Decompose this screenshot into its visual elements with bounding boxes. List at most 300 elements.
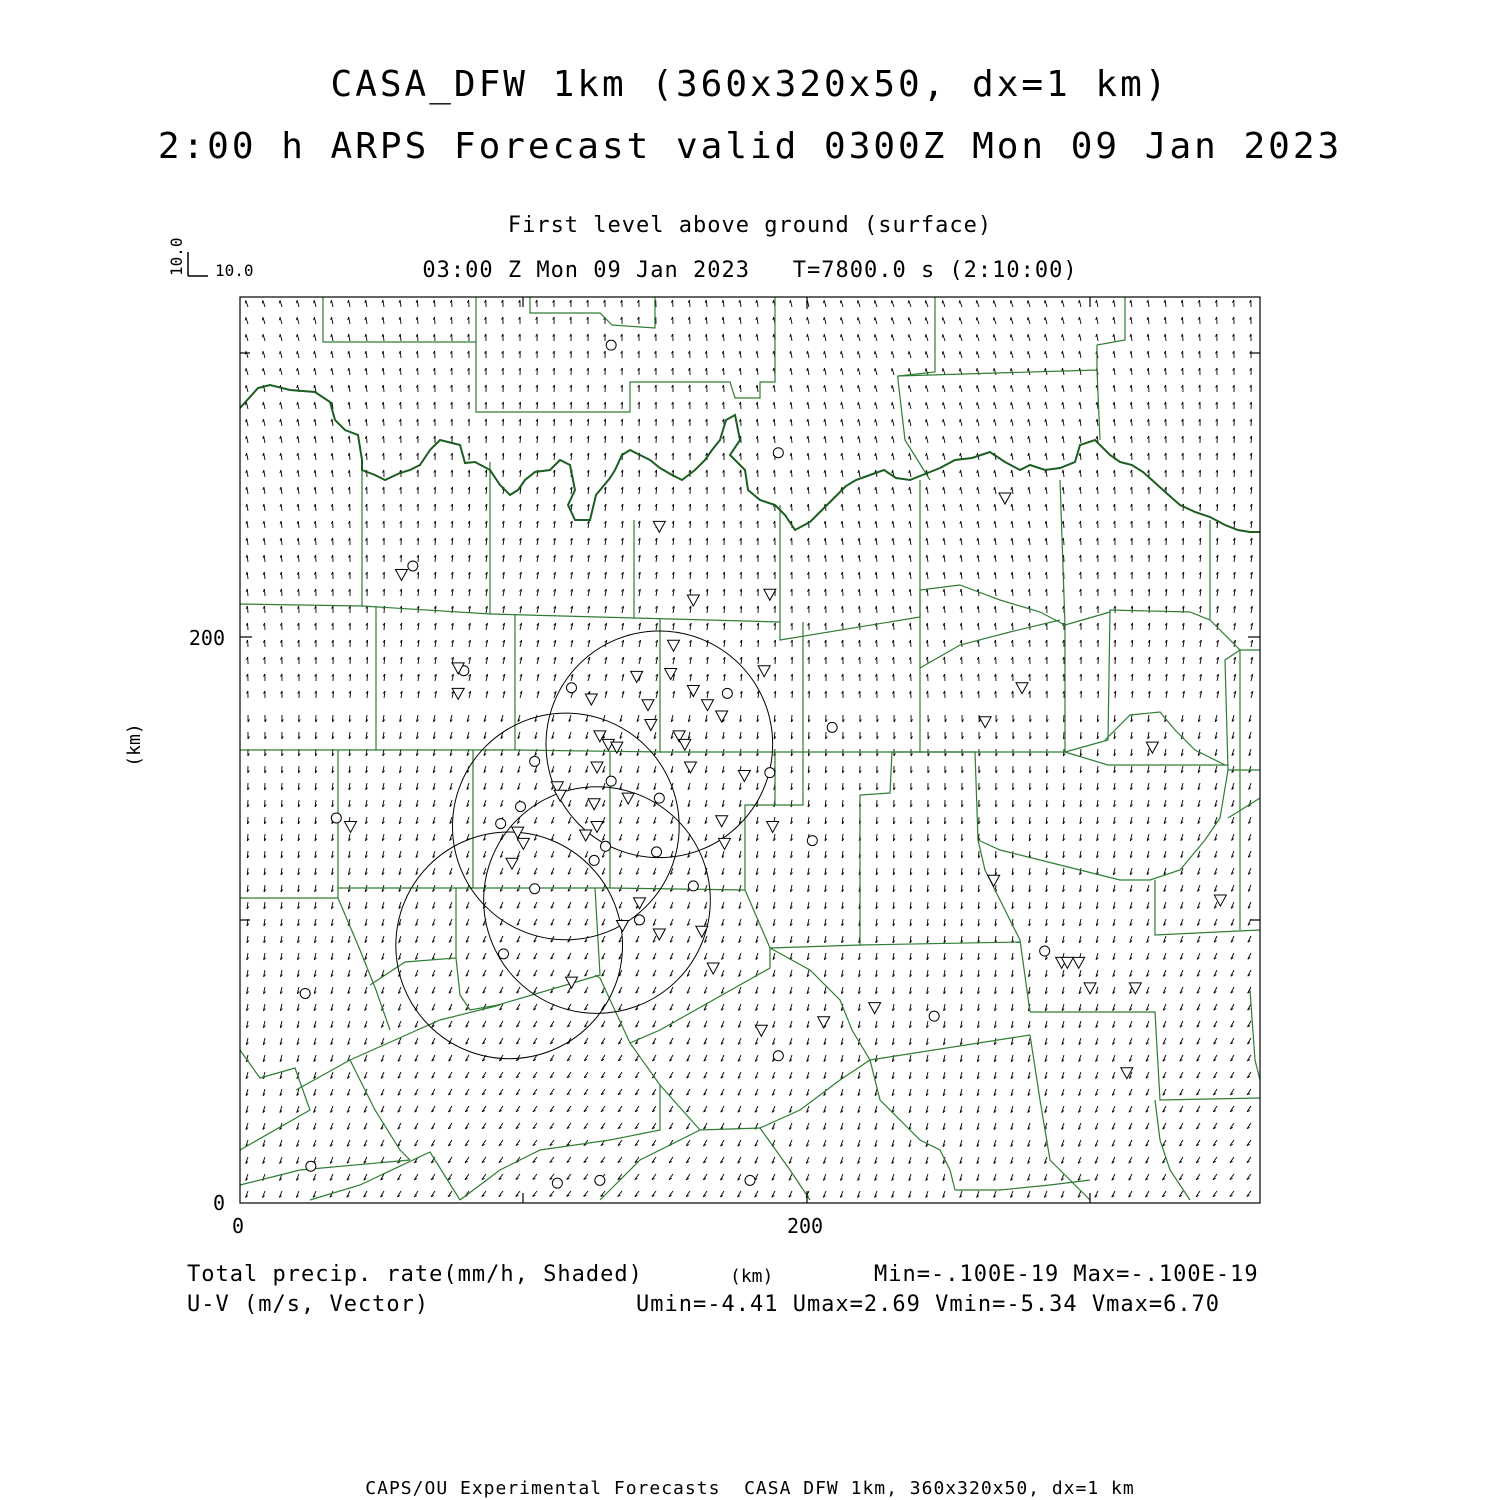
wind-vector [978,470,979,477]
wind-vector [706,300,707,307]
wind-vector [893,623,894,630]
wind-vector [247,436,248,443]
wind-vector-head [314,419,315,422]
wind-vector [383,402,384,409]
wind-vector [961,589,962,596]
wind-vector-head [994,436,995,439]
wind-vector-head [925,317,926,320]
wind-vector-head [976,368,977,371]
wind-vector [1028,351,1030,358]
wind-vector-field [245,300,1253,1198]
wind-vector-head [1079,419,1080,422]
wind-vector [297,334,299,341]
wind-vector-head [280,504,281,507]
wind-vector-head [279,334,280,337]
wind-vector [995,623,996,630]
wind-vector [859,572,860,579]
wind-vector-head [892,538,893,541]
wind-vector [264,419,265,426]
wind-vector [944,589,945,596]
wind-vector [315,419,316,426]
wind-vector-head [875,402,876,405]
wind-vector [434,317,435,324]
wind-vector-head [942,317,943,320]
wind-vector [331,317,333,324]
wind-vector-head [331,419,332,422]
wind-vector [1029,538,1030,545]
wind-vector [400,351,401,358]
wind-vector [926,436,928,443]
wind-vector-head [892,453,893,456]
wind-vector-head [840,300,841,303]
wind-vector-head [959,368,960,371]
wind-vector [943,436,945,443]
wind-vector [961,623,962,630]
wind-vector [281,470,282,477]
wind-vector-head [874,368,875,371]
wind-vector-head [977,572,978,575]
wind-vector [1029,470,1030,477]
wind-vector [315,385,316,392]
wind-vector [995,504,996,511]
wind-vector-head [1113,334,1114,337]
wind-vector-head [857,300,858,303]
wind-vector-head [790,385,791,388]
wind-vector-head [943,555,944,558]
wind-vector [842,419,843,426]
wind-vector-head [1096,300,1097,303]
wind-vector [349,351,350,358]
reference-vector-v-label: 10.0 [167,237,186,276]
wind-vector [808,504,809,511]
wind-vector [315,453,316,460]
wind-vector [909,300,911,307]
wind-vector [264,487,265,494]
wind-vector [893,589,894,596]
wind-vector [689,300,690,307]
wind-vector [1029,572,1030,579]
wind-vector [1029,521,1030,528]
wind-vector-head [279,317,280,320]
wind-vector [961,572,962,579]
wind-vector-head [994,402,995,405]
wind-vector [978,606,979,613]
wind-vector [1063,402,1064,409]
wind-vector-head [976,334,977,337]
wind-vector-head [297,402,298,405]
wind-vector-head [925,402,926,405]
wind-vector-head [807,351,808,354]
wind-vector-head [1079,385,1080,388]
wind-vector [314,317,316,324]
wind-vector [977,419,979,426]
wind-vector [281,521,282,528]
wind-vector [961,521,962,528]
wind-vector [297,351,299,358]
wind-vector [876,521,877,528]
wind-vector [943,385,945,392]
wind-vector-head [1045,368,1046,371]
wind-vector-head [1028,487,1029,490]
wind-vector-head [891,368,892,371]
wind-vector [1011,385,1013,392]
wind-vector-head [297,368,298,371]
wind-vector-head [824,487,825,490]
wind-vector [961,487,962,494]
wind-vector [246,351,248,358]
wind-vector [1045,317,1047,324]
wind-vector [859,504,860,511]
wind-vector-head [348,402,349,405]
wind-vector-head [245,300,246,303]
wind-vector-head [994,419,995,422]
wind-vector [1062,300,1064,307]
wind-vector [960,385,962,392]
wind-vector [859,521,860,528]
wind-vector [909,419,911,426]
wind-vector [298,538,299,545]
wind-vector [1080,419,1081,426]
wind-vector-head [960,538,961,541]
wind-vector [349,419,350,426]
wind-vector [944,538,945,545]
wind-vector [943,402,945,409]
wind-vector [1114,300,1115,307]
wind-vector-head [773,317,774,320]
wind-vector [264,555,265,562]
wind-vector [757,351,758,358]
wind-vector [1063,521,1064,528]
wind-vector-head [331,385,332,388]
wind-vector [892,368,894,375]
wind-vector-head [297,487,298,490]
wind-vector-head [942,334,943,337]
wind-vector [264,521,265,528]
wind-vector-head [807,436,808,439]
wind-vector [1012,538,1013,545]
wind-vector [977,385,979,392]
wind-vector [926,317,928,324]
wind-vector [349,300,350,307]
wind-vector-head [1045,504,1046,507]
valid-time-label: 03:00 Z Mon 09 Jan 2023 T=7800.0 s (2:10:00) [422,258,1078,283]
reference-vector-key [167,237,254,280]
wind-vector-head [246,538,247,541]
wind-vector [247,606,248,613]
wind-vector [417,317,418,324]
wind-vector [400,300,401,307]
wind-vector [841,334,843,341]
wind-vector-head [1010,368,1011,371]
wind-vector [876,453,877,460]
wind-vector-head [1130,300,1131,303]
wind-vector-head [1044,300,1045,303]
wind-vector-head [892,504,893,507]
wind-vector-head [1096,419,1097,422]
wind-vector [791,453,792,460]
wind-vector [960,300,962,307]
wind-vector [383,385,384,392]
wind-vector [791,419,792,426]
wind-vector [774,385,775,392]
wind-vector-head [977,487,978,490]
wind-vector-head [280,487,281,490]
wind-vector-head [1011,470,1012,473]
wind-vector-head [841,436,842,439]
wind-vector-head [841,453,842,456]
wind-vector [977,334,979,341]
wind-vector-head [909,487,910,490]
wind-vector-head [348,351,349,354]
wind-vector [332,470,333,477]
wind-vector-head [908,385,909,388]
wind-vector [298,487,299,494]
wind-vector-head [1113,385,1114,388]
wind-vector-head [365,368,366,371]
wind-vector-head [840,334,841,337]
wind-vector [791,487,792,494]
wind-vector [892,317,894,324]
wind-vector-head [841,419,842,422]
wind-vector [757,334,758,341]
wind-vector-head [1027,334,1028,337]
wind-vector-head [263,402,264,405]
wind-vector-head [875,504,876,507]
wind-vector [366,300,367,307]
wind-vector [875,317,877,324]
wind-vector-head [994,470,995,473]
wind-vector [1080,453,1081,460]
wind-vector [893,538,894,545]
wind-vector-head [993,368,994,371]
wind-vector-head [824,470,825,473]
wind-vector-head [908,334,909,337]
wind-vector-head [891,334,892,337]
wind-vector [332,385,333,392]
wind-vector-head [246,487,247,490]
wind-vector [774,419,775,426]
wind-vector-head [263,487,264,490]
wind-vector [808,385,809,392]
wind-vector [1046,470,1047,477]
wind-vector [281,504,282,511]
wind-vector-head [841,368,842,371]
wind-vector [943,334,945,341]
wind-vector [910,589,911,596]
wind-vector [434,300,435,307]
wind-vector [1148,300,1149,307]
wind-vector [943,300,945,307]
wind-vector-head [858,419,859,422]
wind-vector [893,572,894,579]
wind-vector [995,572,996,579]
wind-vector-head [246,504,247,507]
wind-vector [977,402,979,409]
wind-vector [995,521,996,528]
wind-vector [1080,487,1081,494]
wind-vector [791,436,792,443]
wind-vector-head [807,385,808,388]
wind-vector [1011,402,1013,409]
wind-vector [366,351,367,358]
wind-vector [978,623,979,630]
wind-vector [1165,351,1166,358]
wind-vector [1079,317,1081,324]
wind-vector [994,436,996,443]
wind-vector [1182,317,1183,324]
wind-vector [825,521,826,528]
wind-vector-head [297,334,298,337]
wind-vector [791,385,792,392]
wind-vector [1131,334,1132,341]
wind-vector [1131,317,1132,324]
wind-vector-head [993,317,994,320]
wind-vector-head [790,368,791,371]
wind-vector-head [739,300,740,303]
wind-vector [910,538,911,545]
wind-vector-head [1045,487,1046,490]
wind-vector [842,402,843,409]
wind-vector-head [841,385,842,388]
wind-vector-head [960,504,961,507]
wind-vector [1165,334,1166,341]
wind-vector [995,555,996,562]
wind-vector-head [314,385,315,388]
wind-vector-head [824,385,825,388]
wind-vector [280,351,282,358]
wind-vector [280,334,282,341]
wind-vector-head [994,538,995,541]
wind-vector-head [1028,402,1029,405]
wind-vector [876,538,877,545]
wind-vector-head [1045,402,1046,405]
wind-vector-head [245,334,246,337]
wind-vector [842,521,843,528]
wind-vector [1063,538,1064,545]
wind-vector-head [960,436,961,439]
wind-vector-head [909,504,910,507]
wind-vector [926,402,928,409]
wind-vector [825,436,826,443]
wind-vector [332,351,333,358]
wind-vector [383,317,384,324]
wind-vector [808,470,809,477]
wind-vector-head [909,419,910,422]
wind-vector [298,436,299,443]
wind-vector [859,419,860,426]
wind-vector [349,334,350,341]
wind-vector-head [790,317,791,320]
wind-vector-head [959,334,960,337]
wind-vector-head [348,334,349,337]
wind-vector-head [841,351,842,354]
wind-vector [960,402,962,409]
wind-vector-head [824,436,825,439]
wind-vector [1011,317,1013,324]
wind-vector [1114,334,1115,341]
wind-vector [995,487,996,494]
wind-vector [807,334,809,341]
wind-vector [246,334,248,341]
wind-vector [858,402,860,409]
wind-vector [281,487,282,494]
wind-vector-head [959,385,960,388]
wind-vector-head [1010,300,1011,303]
wind-vector [263,300,265,307]
wind-vector [807,317,809,324]
wind-vector-head [977,402,978,405]
wind-vector-head [1028,521,1029,524]
wind-vector-head [348,300,349,303]
wind-vector [281,402,282,409]
wind-vector [910,572,911,579]
wind-vector-head [331,334,332,337]
wind-vector-head [297,453,298,456]
wind-vector [1114,402,1115,409]
wind-vector [349,317,350,324]
wind-vector [841,317,843,324]
wind-vector [1029,487,1030,494]
wind-vector-head [280,436,281,439]
wind-vector [400,317,401,324]
wind-vector-head [841,402,842,405]
wind-vector-head [874,300,875,303]
wind-vector-head [925,351,926,354]
wind-vector-head [909,521,910,524]
wind-vector [1012,504,1013,511]
wind-vector [944,521,945,528]
wind-vector-head [858,487,859,490]
wind-vector [247,538,248,545]
wind-vector-head [840,317,841,320]
wind-vector [808,402,809,409]
wind-vector-head [331,300,332,303]
wind-vector [1046,555,1047,562]
wind-vector-head [993,334,994,337]
wind-vector-head [857,351,858,354]
wind-vector [383,300,384,307]
wind-vector-head [858,470,859,473]
wind-vector-head [246,419,247,422]
wind-vector [1097,317,1098,324]
wind-vector [1063,419,1064,426]
wind-vector-head [1027,317,1028,320]
reference-vector-u-label: 10.0 [215,261,254,280]
wind-vector-head [1010,317,1011,320]
wind-vector-head [960,419,961,422]
wind-vector-head [960,487,961,490]
wind-vector-head [1062,402,1063,405]
wind-vector [774,402,775,409]
wind-vector [791,317,792,324]
wind-vector [910,623,911,630]
wind-vector-head [246,470,247,473]
wind-vector [926,419,928,426]
wind-vector-head [925,334,926,337]
wind-vector [926,385,928,392]
wind-vector [1046,487,1047,494]
wind-vector [417,300,418,307]
wind-vector [875,334,877,341]
wind-vector-head [909,538,910,541]
wind-vector-head [807,419,808,422]
wind-vector [774,436,775,443]
wind-vector [791,470,792,477]
wind-vector-head [875,538,876,541]
wind-vector-head [280,402,281,405]
wind-vector [876,487,877,494]
wind-vector-head [756,300,757,303]
